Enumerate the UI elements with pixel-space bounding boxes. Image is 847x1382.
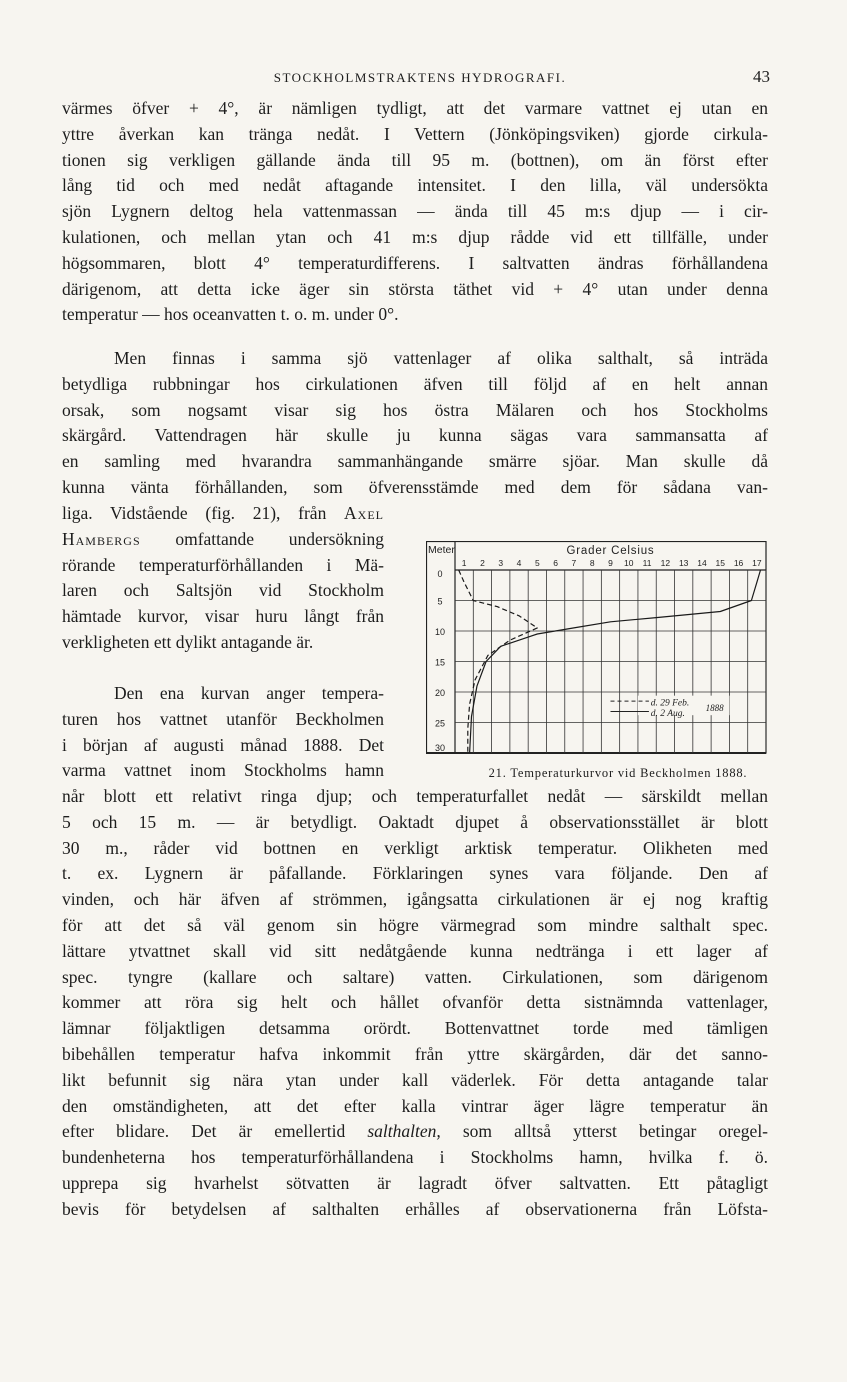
figure-21 <box>426 541 828 761</box>
text-line: upprepa sig hvarhelst sötvatten är lagradt öfver saltvatten. Ett påtagligt <box>62 1172 768 1193</box>
x-tick-label: 10 <box>624 558 634 568</box>
paragraph-1 <box>62 96 768 328</box>
legend-year: 1888 <box>705 702 724 713</box>
text-line: lämnar följaktligen detsamma orördt. Bottenvattnet torde med tämligen <box>62 1018 768 1039</box>
x-tick-label: 8 <box>589 558 595 568</box>
text-line: hämtade kurvor, visar huru långt från <box>62 606 384 627</box>
y-tick-label: 25 <box>434 718 446 729</box>
text-line: laren och Saltsjön vid Stockholm <box>62 580 384 601</box>
x-tick-label: 9 <box>608 558 613 568</box>
text-line: kunna vänta förhållanden, som öfverensstämde med dem för sådana van- <box>62 476 768 497</box>
y-tick-label: 10 <box>434 627 446 637</box>
text-line: orsak, som nogsamt visar sig hos östra Mälaren och hos Stockholms <box>62 399 768 420</box>
text-line: kulationen, och mellan ytan och 41 m:s djup rådde vid ett tillfälle, under <box>62 226 768 247</box>
text-line: lättare ytvattnet skall vid sitt nedåtgående kunna nedtränga i ett lager af <box>62 940 768 961</box>
paragraph-3 <box>62 784 768 1223</box>
text-line: vinden, och här äfven af strömmen, igångsatta cirkulationen är ej nog kraftig <box>62 889 768 910</box>
page-number: 43 <box>753 67 770 86</box>
x-tick-label: 11 <box>642 558 652 568</box>
text-line: Den ena kurvan anger tempera- <box>114 683 384 703</box>
text-fragment: efter blidare. Det är emellertid <box>62 1121 346 1142</box>
text-fragment: omfattande undersökning <box>175 528 385 549</box>
y-tick-label: 20 <box>434 688 446 698</box>
text-line: varma vattnet inom Stockholms hamn <box>62 760 384 781</box>
depth-label: Meter <box>428 544 455 556</box>
x-tick-label: 14 <box>697 558 707 568</box>
x-tick-label: 4 <box>516 558 522 568</box>
text-line: turen hos vattnet utanför Beckholmen <box>62 708 384 729</box>
text-line: bevis för betydelsen af salthalten erhålles af observationerna från Löfsta- <box>62 1198 768 1219</box>
x-tick-label: 17 <box>752 558 762 568</box>
axis-title: Grader Celsius <box>566 545 655 557</box>
text-line: når blott ett relativt ringa djup; och temperaturfallet nedåt — särskildt mellan <box>62 786 768 806</box>
author-name: Hambergs <box>62 528 141 549</box>
text-line <box>62 501 384 527</box>
y-tick-label: 15 <box>434 657 446 668</box>
text-line <box>62 527 384 553</box>
text-line: t. ex. Lygnern är påfallande. Förklaringen synes vara följande. Den af <box>62 863 768 884</box>
text-fragment: som alltså ytterst betingar oregel- <box>462 1121 769 1142</box>
text-line: bundenheterna hos temperaturförhållandena i Stockholms hamn, hvilka f. ö. <box>62 1147 768 1168</box>
x-tick-label: 2 <box>480 558 485 568</box>
text-line: tionen sig verkligen gällande ända till 95 m. (bottnen), om än först efter <box>62 149 768 170</box>
text-fragment: liga. Vidstående (fig. 21), från <box>62 503 327 523</box>
figure-caption: 21. Temperaturkurvor vid Beckholmen 1888. <box>488 766 748 780</box>
paragraph-2-narrow <box>62 501 384 656</box>
x-tick-label: 1 <box>461 558 467 568</box>
y-tick-label: 30 <box>434 743 446 753</box>
temperature-chart <box>426 541 828 761</box>
text-line: verkligheten ett dylikt antagande är. <box>62 631 314 652</box>
text-line: spec. tyngre (kallare och saltare) vatten. Cirkulationen, som därigenom <box>62 966 768 987</box>
text-line: 5 och 15 m. — är betydligt. Oaktadt djupet å observationsstället är blott <box>62 811 768 832</box>
text-line: den omständigheten, att det efter kalla vintrar äger lägre temperatur än <box>62 1095 768 1116</box>
page-header <box>70 67 770 92</box>
text-line: likt befunnit sig nära ytan under kall väderlek. För detta antagande talar <box>62 1069 768 1090</box>
x-tick-label: 12 <box>660 558 671 568</box>
text-line: skärgård. Vattendragen här skulle ju kunna sägas vara sammansatta af <box>62 425 768 446</box>
text-line: rörande temperaturförhållanden i Mä- <box>62 554 384 575</box>
emphasis: salthalten, <box>367 1121 441 1142</box>
text-line: högsommaren, blott 4° temperaturdifferens. I saltvatten ändras förhållandena <box>62 252 768 273</box>
y-tick-label: 5 <box>437 596 443 607</box>
legend-feb: d. 29 Feb. <box>650 698 690 709</box>
text-line: yttre åverkan kan tränga nedåt. I Vettern (Jönköpingsviken) gjorde cirkula- <box>62 123 768 144</box>
x-tick-label: 6 <box>553 558 558 568</box>
text-line: temperatur — hos oceanvatten t. o. m. under 0°. <box>62 304 399 325</box>
text-line: i början af augusti månad 1888. Det <box>62 734 384 755</box>
legend-aug: d. 2 Aug. <box>650 708 685 719</box>
text-line: 30 m., råder vid bottnen en verkligt arktisk temperatur. Olikheten med <box>62 837 768 858</box>
x-tick-label: 3 <box>498 558 504 568</box>
x-tick-label: 5 <box>534 558 540 568</box>
text-line: för att det så väl genom sin högre värmegrad som mindre salthalt spec. <box>62 914 768 935</box>
text-line <box>62 1119 768 1145</box>
x-tick-label: 13 <box>678 558 689 568</box>
text-line: Men finnas i samma sjö vattenlager af olika salthalt, så inträda <box>114 348 768 368</box>
text-line: därigenom, att detta icke äger sin största täthet vid + 4° utan under denna <box>62 278 768 299</box>
y-tick-label: 0 <box>437 569 443 579</box>
x-tick-label: 16 <box>733 558 744 568</box>
text-line: betydliga rubbningar hos cirkulationen äfven till följd af en helt annan <box>62 373 768 394</box>
paragraph-3-narrow <box>62 681 384 784</box>
running-title: STOCKHOLMSTRAKTENS HYDROGRAFI. <box>273 70 567 85</box>
text-line: kommer att röra sig helt och hållet ofvanför detta sistnämnda vattenlager, <box>62 992 768 1013</box>
text-line: lång tid och med nedåt aftagande intensitet. I den lilla, väl undersökta <box>62 175 768 196</box>
text-line: en samling med hvarandra sammanhängande smärre sjöar. Man skulle då <box>62 451 768 472</box>
x-tick-label: 15 <box>715 558 725 568</box>
chart-frame <box>427 542 767 754</box>
text-line: bibehållen temperatur hafva inkommit från yttre skärgården, där det sanno- <box>62 1043 768 1064</box>
text-line: sjön Lygnern deltog hela vattenmassan — ända till 45 m:s djup — i cir- <box>62 201 768 222</box>
paragraph-2 <box>62 346 768 501</box>
text-line: värmes öfver + 4°, är nämligen tydligt, att det varmare vattnet ej utan en <box>62 98 768 118</box>
author-name: Axel <box>344 503 385 523</box>
x-tick-label: 7 <box>571 558 577 568</box>
